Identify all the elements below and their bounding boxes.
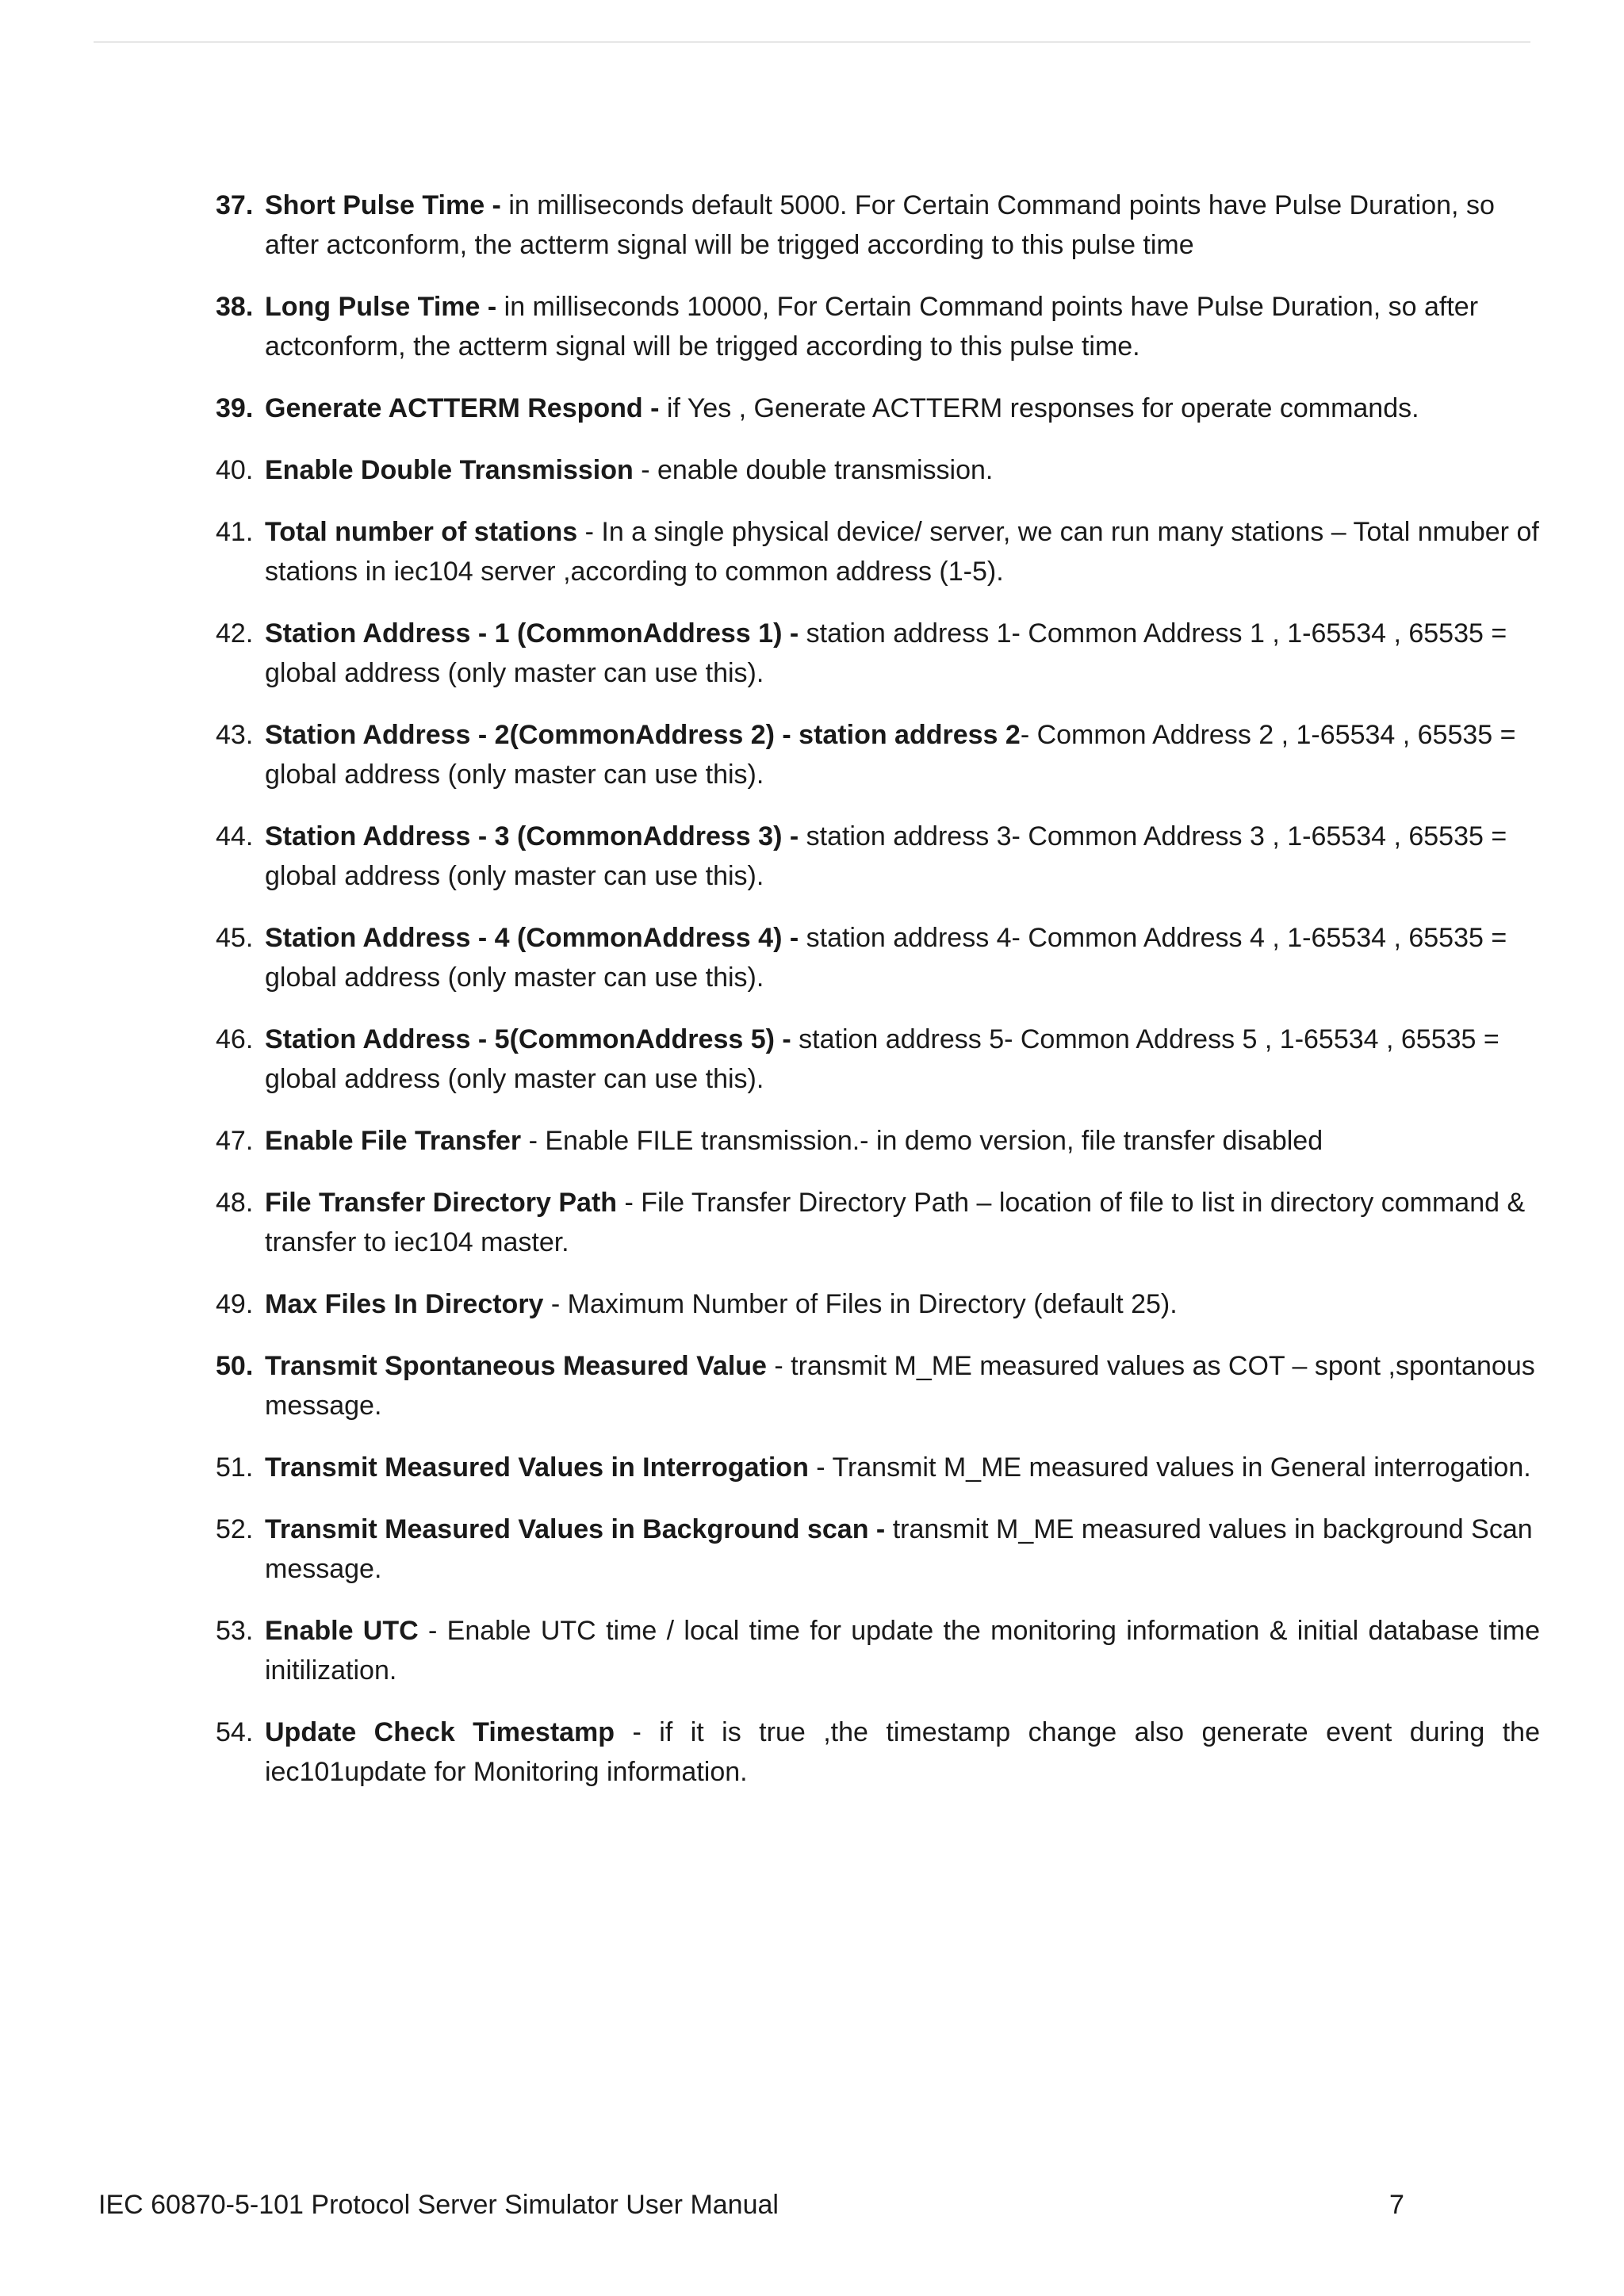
- item-description: - Common Address 2 , 1-65534 , 65535 = global address (only master can use this).: [265, 720, 1516, 790]
- item-number: 37.: [216, 190, 254, 220]
- list-item: [216, 1346, 1540, 1425]
- list-item: [216, 817, 1540, 896]
- item-term: Generate ACTTERM Respond -: [265, 393, 660, 423]
- item-term: Max Files In Directory: [265, 1289, 544, 1319]
- item-term: Transmit Measured Values in Background scan -: [265, 1514, 886, 1544]
- item-term: Station Address - 2(CommonAddress 2) - station address 2: [265, 720, 1021, 750]
- item-number: 38.: [216, 292, 254, 322]
- item-description: if Yes , Generate ACTTERM responses for operate commands.: [659, 393, 1419, 423]
- item-description: station address 3- Common Address 3 , 1-65534 , 65535 = global address (only master can use this).: [265, 821, 1507, 891]
- item-description: - Maximum Number of Files in Directory (default 25).: [543, 1289, 1178, 1319]
- item-term: Station Address - 4 (CommonAddress 4) -: [265, 923, 799, 953]
- item-number: 46.: [216, 1024, 254, 1054]
- list-item: [216, 1020, 1540, 1099]
- item-term: Enable File Transfer: [265, 1126, 522, 1156]
- item-number: 42.: [216, 618, 254, 649]
- list-item: [216, 1121, 1540, 1161]
- list-item: [216, 918, 1540, 997]
- list-item: [216, 287, 1540, 366]
- item-term: Total number of stations: [265, 517, 578, 547]
- item-description: transmit M_ME measured values in background Scan message.: [265, 1514, 1533, 1584]
- item-number: 48.: [216, 1188, 254, 1218]
- list-item: [216, 614, 1540, 693]
- item-number: 45.: [216, 923, 254, 953]
- parameter-list: [216, 186, 1540, 1814]
- item-description: station address 5- Common Address 5 , 1-65534 , 65535 = global address (only master can use this).: [265, 1024, 1500, 1094]
- item-description: - File Transfer Directory Path – location of file to list in directory command & transfer to iec104 master.: [265, 1188, 1526, 1257]
- item-term: Update Check Timestamp: [265, 1717, 615, 1747]
- item-description: - Transmit M_ME measured values in General interrogation.: [808, 1452, 1531, 1483]
- item-description: in milliseconds default 5000. For Certain Command points have Pulse Duration, so after actconform, the actterm signal will be trigged according to this pulse time: [265, 190, 1495, 260]
- item-term: Station Address - 3 (CommonAddress 3) -: [265, 821, 799, 851]
- list-item: [216, 1183, 1540, 1262]
- item-description: - Enable FILE transmission.- in demo version, file transfer disabled: [521, 1126, 1323, 1156]
- list-item: [216, 388, 1540, 428]
- list-item: [216, 1448, 1540, 1487]
- item-description: - In a single physical device/ server, we can run many stations – Total nmuber of stations in iec104 server ,according to common address (1-5).: [265, 517, 1539, 587]
- item-number: 52.: [216, 1514, 254, 1544]
- item-term: Enable UTC: [265, 1616, 419, 1646]
- item-number: 49.: [216, 1289, 254, 1319]
- item-number: 43.: [216, 720, 254, 750]
- item-number: 54.: [216, 1717, 254, 1747]
- footer-title: IEC 60870-5-101 Protocol Server Simulator User Manual: [98, 2190, 779, 2220]
- item-term: Station Address - 1 (CommonAddress 1) -: [265, 618, 799, 649]
- item-description: - transmit M_ME measured values as COT – spont ,spontanous message.: [265, 1351, 1535, 1421]
- list-item: [216, 450, 1540, 490]
- list-item: [216, 1284, 1540, 1324]
- item-description: station address 1- Common Address 1 , 1-65534 , 65535 = global address (only master can use this).: [265, 618, 1507, 688]
- item-term: Transmit Spontaneous Measured Value: [265, 1351, 767, 1381]
- list-item: [216, 512, 1540, 591]
- list-item: [216, 1510, 1540, 1589]
- list-item: [216, 186, 1540, 265]
- item-term: Long Pulse Time -: [265, 292, 497, 322]
- item-description: - enable double transmission.: [633, 455, 994, 485]
- item-description: station address 4- Common Address 4 , 1-65534 , 65535 = global address (only master can use this).: [265, 923, 1507, 993]
- item-number: 47.: [216, 1126, 254, 1156]
- item-term: File Transfer Directory Path: [265, 1188, 618, 1218]
- item-number: 44.: [216, 821, 254, 851]
- item-description: in milliseconds 10000, For Certain Command points have Pulse Duration, so after actconform, the actterm signal will be trigged according to this pulse time.: [265, 292, 1479, 362]
- item-number: 41.: [216, 517, 254, 547]
- item-description: - if it is true ,the timestamp change also generate event during the iec101update for Monitoring information.: [265, 1717, 1540, 1787]
- list-item: [216, 715, 1540, 794]
- item-term: Transmit Measured Values in Interrogation: [265, 1452, 809, 1483]
- item-term: Short Pulse Time -: [265, 190, 501, 220]
- page-footer: [98, 2185, 1526, 2225]
- list-item: [216, 1611, 1540, 1690]
- item-term: Enable Double Transmission: [265, 455, 634, 485]
- list-item: [216, 1712, 1540, 1792]
- item-number: 40.: [216, 455, 254, 485]
- item-number: 39.: [216, 393, 254, 423]
- item-term: Station Address - 5(CommonAddress 5) -: [265, 1024, 791, 1054]
- item-number: 51.: [216, 1452, 254, 1483]
- item-description: - Enable UTC time / local time for update the monitoring information & initial database time initilization.: [265, 1616, 1540, 1686]
- header-rule: [94, 41, 1530, 43]
- item-number: 53.: [216, 1616, 254, 1646]
- page-number: 7: [1389, 2190, 1404, 2220]
- item-number: 50.: [216, 1351, 254, 1381]
